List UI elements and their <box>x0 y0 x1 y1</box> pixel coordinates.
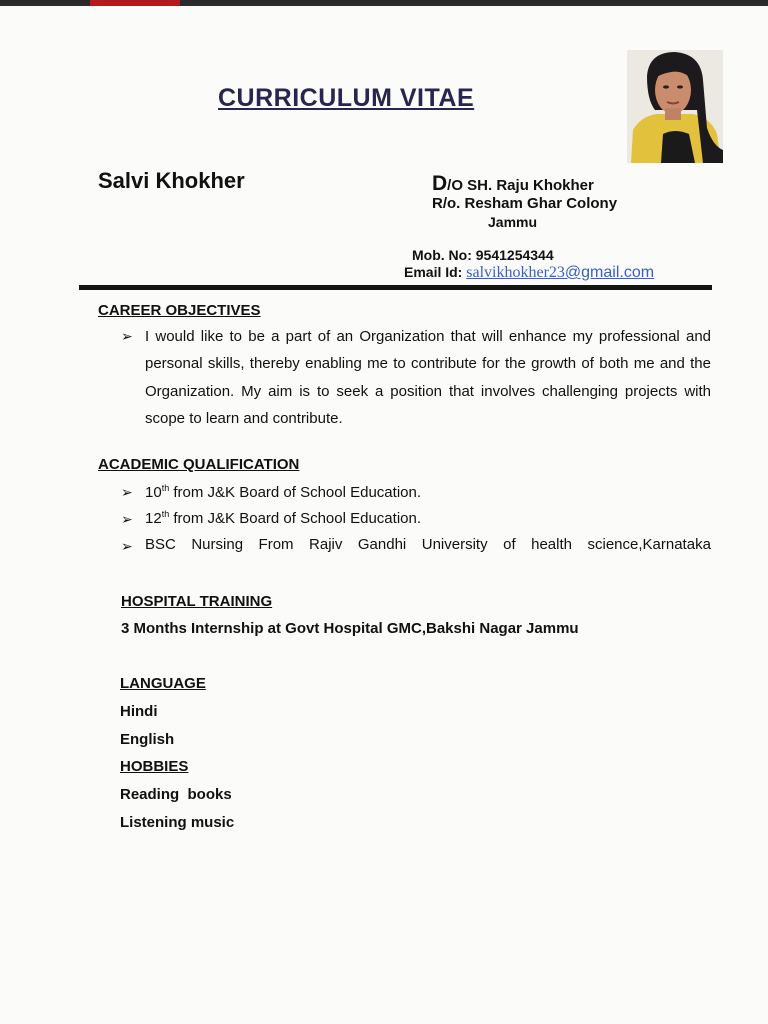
email-link[interactable] <box>466 264 654 281</box>
language-item: Hindi <box>120 703 158 720</box>
profile-photo <box>627 50 723 163</box>
bsc-word: of <box>503 536 516 553</box>
bsc-word: Nursing <box>191 536 244 553</box>
bullet-icon: ➢ <box>121 511 133 527</box>
profile-photo-image <box>627 50 723 163</box>
hobbies-heading: HOBBIES <box>120 758 189 775</box>
bsc-word: science,Karnataka <box>587 536 711 553</box>
bsc-word: BSC <box>145 536 176 553</box>
header-divider <box>79 285 712 290</box>
candidate-name: Salvi Khokher <box>98 168 245 193</box>
academic-item-grade: 12 <box>145 510 162 527</box>
email-domain: @gmail.com <box>564 264 655 281</box>
parent-line-text: /O SH. Raju Khokher <box>447 177 594 194</box>
academic-item-suffix: th <box>161 483 170 493</box>
email-label: Email Id: <box>404 264 463 280</box>
academic-qualification-heading: ACADEMIC QUALIFICATION <box>98 456 300 473</box>
academic-item-text: from J&K Board of School Education. <box>169 484 422 501</box>
bsc-word: Rajiv <box>309 536 343 553</box>
bullet-icon: ➢ <box>121 538 133 554</box>
academic-item <box>145 483 421 501</box>
hobby-item: Reading books <box>120 786 232 803</box>
language-item: English <box>120 731 175 748</box>
academic-item-bsc <box>145 536 711 553</box>
bsc-word: health <box>531 536 572 553</box>
document-title: CURRICULUM VITAE <box>218 84 475 112</box>
cv-page <box>0 6 768 1024</box>
bullet-icon: ➢ <box>121 484 133 500</box>
academic-item-suffix: th <box>161 509 170 519</box>
bullet-icon: ➢ <box>121 328 133 344</box>
hospital-training-heading: HOSPITAL TRAINING <box>121 593 273 610</box>
parent-line-prefix: D <box>432 172 448 195</box>
academic-item-text: from J&K Board of School Education. <box>169 510 422 527</box>
email-user: salvikhokher23 <box>466 264 565 281</box>
residence-line: R/o. Resham Ghar Colony <box>432 195 618 212</box>
hobby-item: Listening music <box>120 814 235 831</box>
academic-item <box>145 509 421 527</box>
parent-line <box>432 172 594 196</box>
city-line: Jammu <box>488 214 538 230</box>
language-heading: LANGUAGE <box>120 675 206 692</box>
mobile-number: 9541254344 <box>475 247 554 263</box>
career-objectives-heading: CAREER OBJECTIVES <box>98 302 261 319</box>
mobile-label: Mob. No: <box>412 247 472 263</box>
bsc-word: From <box>258 536 294 553</box>
mobile-line <box>412 247 554 263</box>
bsc-word: Gandhi <box>357 536 407 553</box>
hospital-training-text: 3 Months Internship at Govt Hospital GMC,Bakshi Nagar Jammu <box>121 620 579 637</box>
academic-item-grade: 10 <box>145 484 162 501</box>
career-objective-text: I would like to be a part of an Organization that will enhance my professional and personal skills, thereby enabling me to contribute for the growth of both me and the Organization. My aim is to seek a position that involves challenging projects with scope to learn and contribute. <box>145 328 711 427</box>
email-line <box>404 264 654 282</box>
bsc-word: University <box>421 536 488 553</box>
